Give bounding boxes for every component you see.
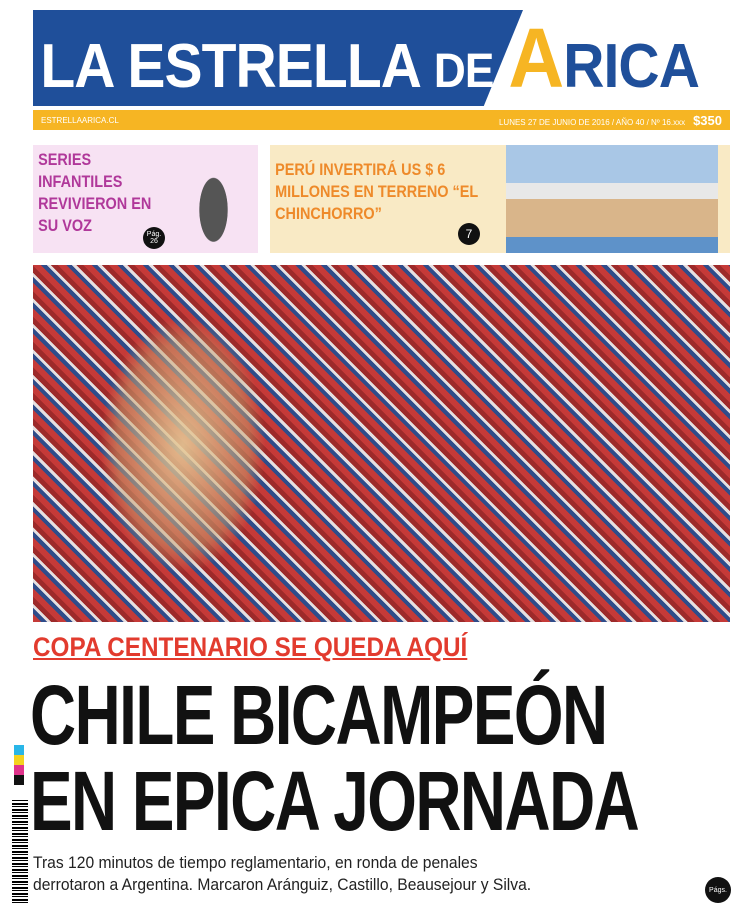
logo-part: LA ESTRELLA (40, 31, 419, 101)
body-line: derrotaron a Argentina. Marcaron Aránguiz, Castillo, Beausejour y Silva. (33, 875, 532, 894)
headline-line: EN EPICA JORNADA (30, 754, 639, 848)
teaser-photo (506, 145, 718, 253)
teaser-photo (171, 145, 256, 253)
masthead (33, 10, 730, 106)
logo-part: A (508, 10, 564, 105)
teaser-headline: PERÚ INVERTIRÁ US $ 6 MILLONES EN TERRENO “EL CHINCHORRO” (275, 160, 478, 223)
dateline: LUNES 27 DE JUNIO DE 2016 / AÑO 40 / Nº 16.xxx (498, 117, 686, 127)
lead-kicker: COPA CENTENARIO SE QUEDA AQUÍ (33, 632, 468, 662)
barcode (12, 800, 28, 905)
lead-body (33, 852, 531, 896)
website: ESTRELLAARICA.CL (41, 115, 119, 125)
page-badge: Pág. 26 (143, 227, 165, 249)
masthead-logo (33, 10, 699, 107)
teaser-series[interactable] (33, 145, 258, 253)
lead-headline (30, 668, 639, 848)
teaser-peru[interactable] (270, 145, 730, 253)
page-badge: Págs. (705, 877, 731, 903)
headline-line: CHILE BICAMPEÓN (30, 668, 607, 762)
price: $350 (693, 112, 722, 128)
logo-part: RICA (563, 31, 699, 101)
page-badge: 7 (458, 223, 480, 245)
logo-part: DE (433, 44, 494, 98)
main-photo-fans (33, 265, 730, 622)
teaser-headline: SERIES INFANTILES REVIVIERON EN SU VOZ (38, 150, 152, 235)
info-bar (33, 110, 730, 130)
body-line: Tras 120 minutos de tiempo reglamentario, en ronda de penales (33, 853, 478, 872)
color-registration-marks (14, 745, 24, 785)
